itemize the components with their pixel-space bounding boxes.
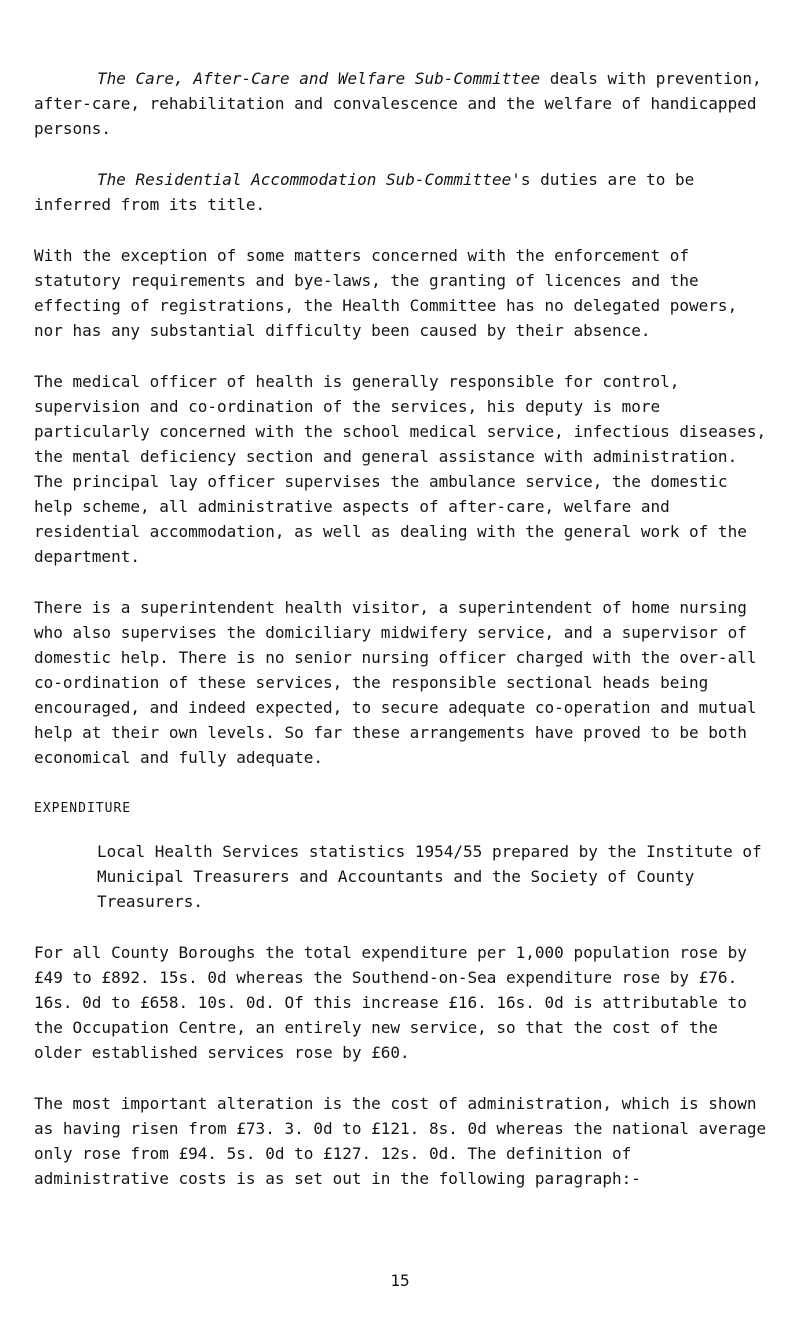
paragraph-text: 's duties are to be inferred from its title.	[34, 170, 695, 214]
paragraph-county-boroughs: For all County Boroughs the total expenditure per 1,000 population rose by £49 to £892. 15s. 0d whereas the Southend-on-Sea expenditure rose by £76. 16s. 0d to £658. 10s. 0d. Of this increase £16. 16s. 0d is attributable to the Occupation Centre, an entirely new service, so that the cost of the older established services rose by £60.	[34, 943, 747, 1062]
paragraph-residential-subcommittee	[34, 167, 774, 217]
italic-lead: The Residential Accommodation Sub-Committee	[97, 170, 512, 189]
section-heading-expenditure: EXPENDITURE	[34, 801, 132, 816]
paragraph-superintendents: There is a superintendent health visitor, a superintendent of home nursing who also supervises the domiciliary midwifery service, and a supervisor of domestic help. There is no senior nursing officer charged with the over-all co-ordination of these services, the responsible sectional heads being encouraged, and indeed expected, to secure adequate co-operation and mutual help at their own levels. So far these arrangements have proved to be both economical and fully adequate.	[34, 598, 757, 767]
paragraph-administration-cost: The most important alteration is the cost of administration, which is shown as having risen from £73. 3. 0d to £121. 8s. 0d whereas the national average only rose from £94. 5s. 0d to £127. 12s. 0d. The definition of administrative costs is as set out in the following paragraph:-	[34, 1094, 767, 1188]
paragraph-care-subcommittee	[34, 66, 774, 141]
italic-lead: The Care, After-Care and Welfare Sub-Committee	[97, 69, 541, 88]
paragraph-delegated-powers: With the exception of some matters concerned with the enforcement of statutory requirements and bye-laws, the granting of licences and the effecting of registrations, the Health Committee has no delegated powers, nor has any substantial difficulty been caused by their absence.	[34, 246, 738, 340]
paragraph-text: deals with prevention, after-care, rehabilitation and convalescence and the welfare of handicapped persons.	[34, 69, 762, 138]
document-page	[34, 66, 774, 1217]
paragraph-source-note: Local Health Services statistics 1954/55 prepared by the Institute of Municipal Treasurers and Accountants and the Society of County Treasurers.	[97, 842, 762, 911]
paragraph-medical-officer: The medical officer of health is generally responsible for control, supervision and co-ordination of the services, his deputy is more particularly concerned with the school medical service, infectious diseases, the mental deficiency section and general assistance with administration. The principal lay officer supervises the ambulance service, the domestic help scheme, all administrative aspects of after-care, welfare and residential accommodation, as well as dealing with the general work of the department.	[34, 372, 767, 566]
page-number: 15	[390, 1271, 410, 1290]
